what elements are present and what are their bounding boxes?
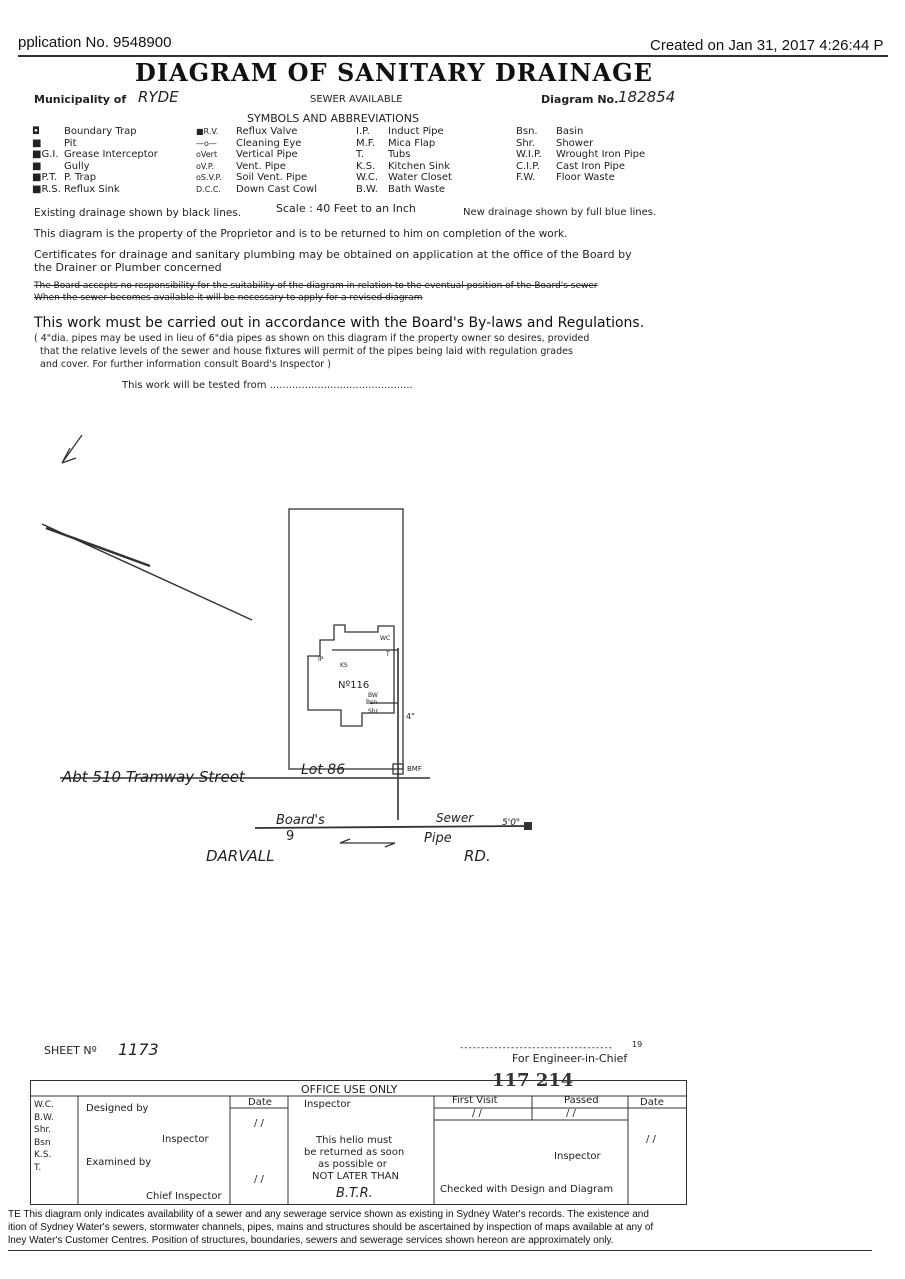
inspector-column-label: Inspector <box>304 1099 351 1110</box>
application-number: pplication No. 9548900 <box>18 34 172 51</box>
diagram-label: Diagram No. <box>541 93 619 106</box>
house-number: Nº116 <box>338 680 370 691</box>
page-title: DIAGRAM OF SANITARY DRAINAGE <box>135 58 653 87</box>
office-use-title: OFFICE USE ONLY <box>301 1083 398 1096</box>
symbols-col4-codes: Bsn. Shr. W.I.P. C.I.P. F.W. <box>516 126 542 184</box>
header-rule <box>18 55 888 57</box>
tested-from-note: This work will be tested from ............................................. <box>122 380 413 391</box>
helio-line-3: as possible or <box>318 1159 387 1170</box>
pipes-note-line-2: that the relative levels of the sewer and house fixtures will permit of the pipes being laid with regulation grades <box>40 346 573 357</box>
pipes-note-line-3: and cover. For further information consult Board's Inspector ) <box>40 359 331 370</box>
btr-value: B.T.R. <box>336 1186 373 1201</box>
sewer-label: Sewer <box>436 811 474 825</box>
municipality-value: RYDE <box>138 88 179 106</box>
struck-note-line-1: The Board accepts no responsibility for the suitability of the diagram in relation to the eventual position of the Board's sewer <box>34 281 598 291</box>
passed-label: Passed <box>564 1095 599 1106</box>
symbols-col3-names: Induct Pipe Mica Flap Tubs Kitchen Sink Water Closet Bath Waste <box>388 126 452 195</box>
inspector-label: Inspector <box>162 1134 209 1145</box>
certificates-line-2: the Drainer or Plumber concerned <box>34 261 222 274</box>
flow-arrow-icon <box>340 839 395 847</box>
checked-label: Checked with Design and Diagram <box>440 1184 614 1195</box>
diagram-number: 182854 <box>618 88 676 106</box>
sewer-status: SEWER AVAILABLE <box>310 94 403 105</box>
footer-line-1: TE This diagram only indicates availability of a sewer and any sewerage service shown as existing in Sydney Water's records. The existence and <box>8 1209 649 1220</box>
darvall-label: DARVALL <box>206 847 275 865</box>
lot-label: Lot 86 <box>301 762 346 778</box>
sheet-label: SHEET Nº <box>44 1044 97 1057</box>
fixture-list: W.C. B.W. Shr. Bsn K.S. T. <box>34 1100 54 1173</box>
footer-line-2: ition of Sydney Water's sewers, stormwater channels, pipes, mains and structures should be ascertained by inspection of maps available at any of <box>8 1222 654 1233</box>
footer-rule <box>8 1250 872 1251</box>
year-label: 19 <box>632 1040 643 1049</box>
date-value-1: / / <box>254 1118 264 1129</box>
bmf-label: BMF <box>407 765 422 773</box>
north-arrow-icon <box>62 435 82 463</box>
pipes-note-line-1: ( 4"dia. pipes may be used in lieu of 6"dia pipes as shown on this diagram if the property owner so desires, provided <box>34 333 590 344</box>
helio-line-2: be returned as soon <box>304 1147 405 1158</box>
symbols-heading: SYMBOLS AND ABBREVIATIONS <box>247 112 420 125</box>
struck-note-line-2: When the sewer becomes available it will be necessary to apply for a revised diagram <box>34 293 423 303</box>
footer-line-3: lney Water's Customer Centres. Position of structures, boundaries, sewers and sewerage services shown hereon are approximately only. <box>8 1235 614 1246</box>
symbols-col1-names: Boundary Trap Pit Grease Interceptor Gully P. Trap Reflux Sink <box>64 126 158 195</box>
inspector-label-2: Inspector <box>554 1151 601 1162</box>
date-label: Date <box>248 1097 272 1108</box>
date-value-3: / / <box>646 1134 656 1145</box>
symbols-col3-codes: I.P. M.F. T. K.S. W.C. B.W. <box>356 126 379 195</box>
created-timestamp: Created on Jan 31, 2017 4:26:44 P <box>650 37 884 54</box>
sewer-number-label: 9 <box>286 829 295 844</box>
engineer-label: For Engineer-in-Chief <box>512 1052 628 1065</box>
municipality-label: Municipality of <box>34 93 127 106</box>
depth-label: 5'0" <box>502 818 521 828</box>
shr-label: Shr <box>368 708 379 715</box>
helio-line-1: This helio must <box>316 1135 393 1146</box>
new-drainage-note: New drainage shown by full blue lines. <box>463 207 657 218</box>
symbols-col4-names: Basin Shower Wrought Iron Pipe Cast Iron Pipe Floor Waste <box>556 126 646 184</box>
date-label-2: Date <box>640 1097 664 1108</box>
manhole-icon <box>524 822 532 830</box>
stamp-number: 117 214 <box>492 1070 574 1091</box>
sheet-number: 1173 <box>118 1040 159 1059</box>
symbols-col2-codes: ■R.V. —o— oVert oV.P. oS.V.P. D.C.C. <box>196 127 222 194</box>
helio-line-4: NOT LATER THAN <box>312 1171 400 1182</box>
existing-drainage-note: Existing drainage shown by black lines. <box>34 207 242 219</box>
bw-label: BW <box>368 692 378 699</box>
first-visit-date: / / <box>472 1108 482 1119</box>
pipe-size-label: 4" <box>406 712 415 721</box>
rd-label: RD. <box>464 847 491 865</box>
footer-note <box>8 1208 653 1247</box>
designed-by-label: Designed by <box>86 1103 149 1114</box>
ks-label: KS <box>340 662 348 669</box>
street-label: Abt 510 Tramway Street <box>62 768 245 786</box>
site-plan <box>0 420 905 880</box>
certificates-line-1: Certificates for drainage and sanitary plumbing may be obtained on application at the office of the Board by <box>34 248 632 261</box>
date-value-2: / / <box>254 1174 264 1185</box>
pipe-label: Pipe <box>424 831 452 846</box>
engineer-dots: ------------------------------------ <box>460 1043 613 1053</box>
examined-by-label: Examined by <box>86 1157 152 1168</box>
wc-label: WC <box>380 635 391 642</box>
boards-label: Board's <box>276 813 325 828</box>
property-note: This diagram is the property of the Proprietor and is to be returned to him on completion of the work. <box>34 228 568 240</box>
chief-inspector-label: Chief Inspector <box>146 1191 222 1202</box>
passed-date: / / <box>566 1108 576 1119</box>
bsn-label: Bsn <box>366 699 378 706</box>
scale-note: Scale : 40 Feet to an Inch <box>276 202 416 215</box>
symbols-col1-codes: ◘ ■ ■G.I. ■ ■P.T. ■R.S. <box>32 126 61 195</box>
symbols-col2-names: Reflux Valve Cleaning Eye Vertical Pipe Vent. Pipe Soil Vent. Pipe Down Cast Cowl <box>236 126 317 195</box>
t-label: T <box>386 651 390 658</box>
first-visit-label: First Visit <box>452 1095 498 1106</box>
tramway-line-thick <box>46 528 150 566</box>
bylaws-note: This work must be carried out in accordance with the Board's By-laws and Regulations. <box>34 315 645 331</box>
ip-label: IP <box>318 656 324 663</box>
